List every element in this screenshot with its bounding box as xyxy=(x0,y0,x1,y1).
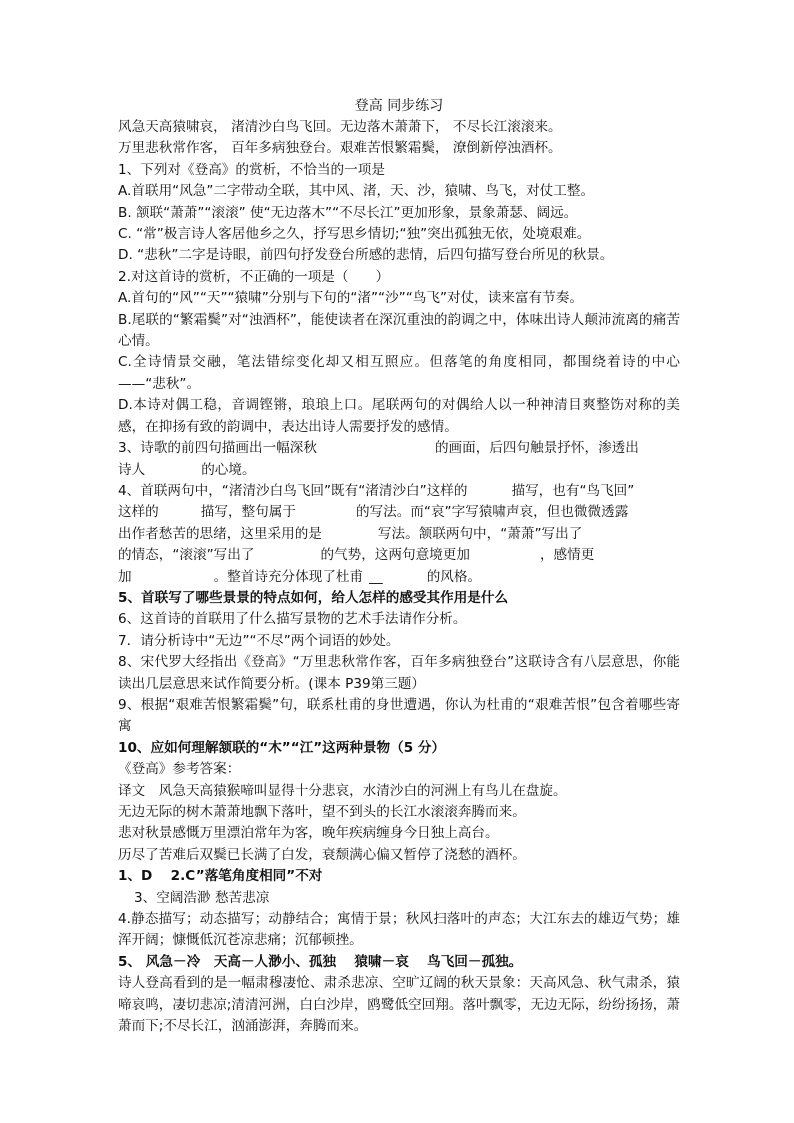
page-title: 登高 同步练习 xyxy=(354,98,444,114)
question-10: 10、应如何理解颔联的“木”“江”这两种景物（5 分） xyxy=(118,739,446,756)
translation-line-4: 历尽了苦难后双鬓已长满了白发，衰颓满心偏又暂停了浇愁的酒杯。 xyxy=(118,846,526,863)
question-9: 9、根据“艰难苦恨繁霜鬓”句，联系杜甫的身世遭遇，你认为杜甫的“艰难苦恨”包含着哪些寄寓 xyxy=(118,696,680,735)
answers-heading: 《登高》参考答案： xyxy=(118,761,241,778)
q1-option-a: A.首联用“风急”二字带动全联，其中风、渚，天、沙，猿啸、鸟飞，对仗工整。 xyxy=(118,183,595,200)
q2-option-b: B.尾联的“繁霜鬓”对“浊酒杯”，能使读者在深沉重浊的韵调之中，体味出诗人颠沛流离的痛苦心情。 xyxy=(118,311,680,350)
q1-stem: 1、下列对《登高》的赏析，不恰当的一项是 xyxy=(118,161,385,178)
q4-line-3: 出作者愁苦的思绪，这里采用的是 写法。颔联两句中，“萧萧”写出了 xyxy=(118,525,583,542)
q2-stem: 2.对这首诗的赏析，不正确的一项是（ ） xyxy=(118,268,390,285)
q1-option-d: D. “悲秋”二字是诗眼，前四句抒发登台所感的悲情，后四句描写登台所见的秋景。 xyxy=(118,247,614,264)
q4-line-4: 的情态，“滚滚”写出了 的气势，这两句意境更加 ，感情更 xyxy=(118,547,595,564)
question-8: 8、宋代罗大经指出《登高》“万里悲秋常作客，百年多病独登台”这联诗含有八层意思，你能读出几层意思来试作简要分析。(课本 P39第三题） xyxy=(118,654,680,692)
q4-line-5: 加 。整首诗充分体现了杜甫 __ 的风格。 xyxy=(118,568,482,585)
translation-line-2: 无边无际的树木萧萧地飘下落叶，望不到头的长江水滚滚奔腾而来。 xyxy=(118,804,526,820)
answer-6: 诗人登高看到的是一幅肃穆凄怆、肃杀悲凉、空旷辽阔的秋天景象：天高风急、秋气肃杀，猿啼哀鸣，凄切悲凉;清清河洲，白白沙岸，鸥鹭低空回翔。落叶飘零，无边无际，纷纷扬扬，萧萧而下;不尽长江，汹涌澎湃，奔腾而来。 xyxy=(118,975,680,1035)
worksheet xyxy=(118,96,680,1037)
answer-5: 5、 风急－冷 天高－人渺小、孤独 猿啸－哀 鸟飞回－孤独。 xyxy=(118,953,523,970)
answer-1-2: 1、D 2.C”落笔角度相同”不对 xyxy=(118,868,323,885)
q3-line-1: 3、诗歌的前四句描画出一幅深秋 的画面，后四句触景抒怀，渗透出 xyxy=(118,440,639,457)
q3-line-2: 诗人 的心境。 xyxy=(118,461,256,478)
question-5: 5、首联写了哪些景景的特点如何，给人怎样的感受其作用是什么 xyxy=(118,589,509,606)
q4-line-2: 这样的 描写，整句属于 的写法。而“哀”字写猿啸声哀，但也微微透露 xyxy=(118,504,629,521)
answer-3: 3、空阔浩渺 愁苦悲凉 xyxy=(134,889,270,906)
q2-option-a: A.首句的“风”“天”“猿啸”分别与下句的“渚”“沙”“鸟飞”对仗，读来富有节奏。 xyxy=(118,290,583,307)
question-7: 7．请分析诗中“无边”“不尽”两个词语的妙处。 xyxy=(118,632,400,649)
question-6: 6、这首诗的首联用了什么描写景物的艺术手法请作分析。 xyxy=(118,611,467,628)
q1-option-c: C. “常”极言诗人客居他乡之久，抒写思乡情切;“独”突出孤独无依，处境艰难。 xyxy=(118,226,591,243)
q2-option-d: D.本诗对偶工稳，音调铿锵，琅琅上口。尾联两句的对偶给人以一种神清目爽整饬对称的美感，在抑扬有致的韵调中，表达出诗人需要抒发的感情。 xyxy=(118,397,680,435)
poem-line-2: 万里悲秋常作客， 百年多病独登台。艰难苦恨繁霜鬓， 潦倒新停浊酒杯。 xyxy=(118,140,562,157)
translation-line-1: 译文 风急天高猿猴啼叫显得十分悲哀，水清沙白的河洲上有鸟儿在盘旋。 xyxy=(118,782,567,799)
q4-line-1: 4、首联两句中，“渚清沙白鸟飞回”既有“渚清沙白”这样的 描写，也有“鸟飞回” xyxy=(118,482,635,499)
translation-line-3: 悲对秋景感慨万里漂泊常年为客，晚年疾病缠身今日独上高台。 xyxy=(118,825,499,842)
answer-4: 4.静态描写；动态描写；动静结合；寓情于景；秋风扫落叶的声态；大江东去的雄迈气势；雄浑开阔；慷慨低沉苍凉悲痛；沉郁顿挫。 xyxy=(118,911,680,949)
q2-option-c: C.全诗情景交融，笔法错综变化却又相互照应。但落笔的角度相同，都围绕着诗的中心——“悲秋”。 xyxy=(118,354,680,392)
poem-line-1: 风急天高猿啸哀， 渚清沙白鸟飞回。无边落木萧萧下， 不尽长江滚滚来。 xyxy=(118,119,562,135)
q1-option-b: B. 颔联“萧萧”“滚滚” 使“无边落木”“不尽长江”更加形象，景象萧瑟、阔远。 xyxy=(118,204,578,221)
